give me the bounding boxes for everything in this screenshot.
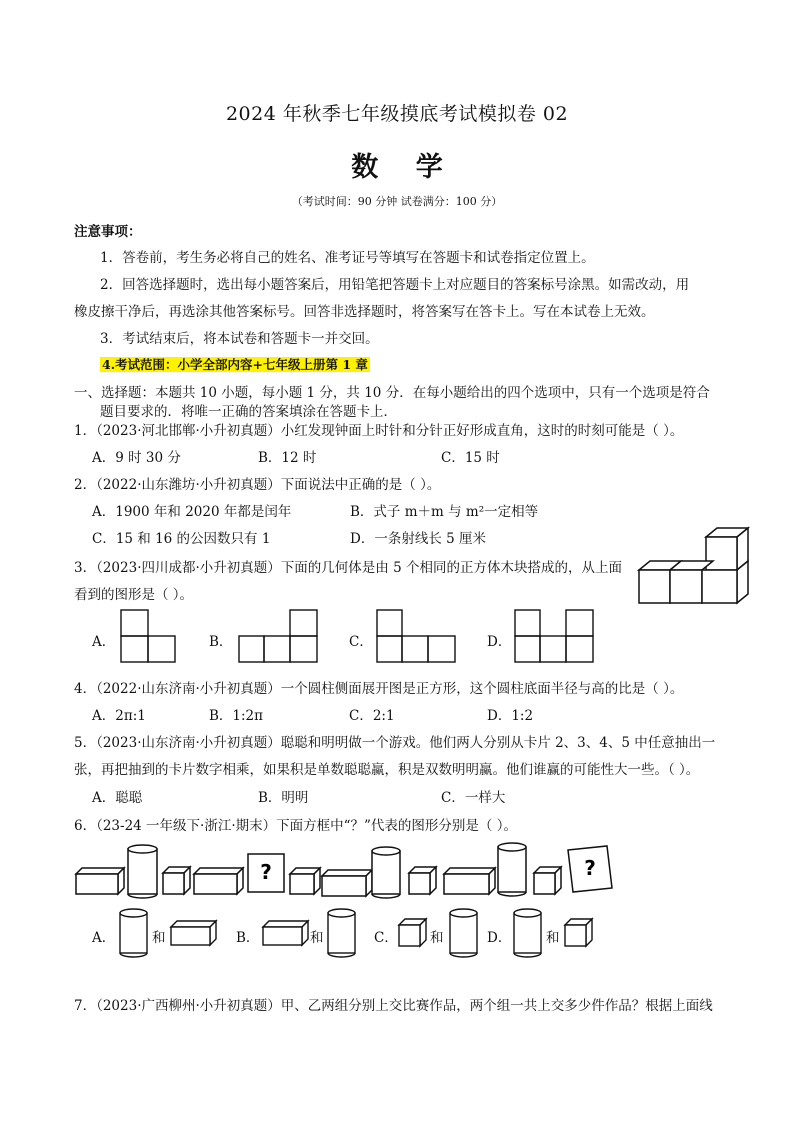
q6-question-mark-1: ? [260,860,272,884]
q3-option-c-label[interactable]: C． [349,634,373,650]
q5-stem-2: 张，再把抽到的卡片数字相乘，如果积是单数聪聪赢，积是双数明明赢。他们谁赢的可能性大一些。（ ）。 [74,762,700,778]
exam-meta: （考试时间：90 分钟 试卷满分：100 分） [291,195,503,208]
q4-option-c[interactable]: C．2:1 [349,708,395,724]
subject-title: 数 学 [351,152,457,183]
q3-option-a-label[interactable]: A． [92,634,116,650]
notice-item-1: 1．答卷前，考生务必将自己的姓名、准考证号等填写在答题卡和试卷指定位置上。 [100,250,595,266]
q6-option-b-label[interactable]: B． [236,930,260,946]
q6-option-d-and: 和 [546,930,560,946]
notice-item-2-cont: 橡皮擦干净后，再选涂其他答案标号。回答非选择题时，将答案写在答卡上。写在本试卷上无效。 [74,304,655,320]
q6-option-b-cylinder[interactable] [326,908,358,958]
q2-option-d[interactable]: D．一条射线长 5 厘米 [350,531,486,547]
q7-stem: 7．（2023·广西柳州·小升初真题）甲、乙两组分别上交比赛作品，两个组一共上交多少件作品？根据上面线 [74,998,713,1014]
q6-shape-sequence [72,842,617,902]
q1-stem: 1．（2023·河北邯郸·小升初真题）小红发现钟面上时针和分针正好形成直角，这时的时刻可能是（ ）。 [74,423,684,439]
q3-option-b-label[interactable]: B． [209,634,233,650]
notice-item-3: 3．考试结束后，将本试卷和答题卡一并交回。 [100,331,379,347]
q3-cube-solid-figure [636,527,752,607]
q2-option-b[interactable]: B．式子 m＋m 与 m²一定相等 [350,504,539,520]
q6-option-a-box[interactable] [170,920,218,946]
notice-item-2: 2．回答选择题时，选出每小题答案后，用铅笔把答题卡上对应题目的答案标号涂黑。如需改动，用 [100,277,690,293]
q6-option-c-and: 和 [430,930,444,946]
q6-option-d-label[interactable]: D． [487,930,512,946]
q6-option-a-and: 和 [152,930,166,946]
notice-scope [100,354,370,373]
q1-option-c[interactable]: C．15 时 [441,450,500,466]
q6-option-d-cube[interactable] [564,918,594,948]
q6-option-a-cylinder[interactable] [118,908,150,958]
q2-option-a[interactable]: A．1900 年和 2020 年都是闰年 [92,504,292,520]
exam-title: 2024 年秋季七年级摸底考试模拟卷 02 [225,103,569,125]
q6-option-d-cylinder[interactable] [512,908,544,958]
q3-stem-1: 3．（2023·四川成都·小升初真题）下面的几何体是由 5 个相同的正方体木块搭成的，从上面 [74,560,622,576]
q1-option-a[interactable]: A．9 时 30 分 [92,450,181,466]
q3-option-d-figure[interactable] [514,609,594,663]
q6-question-mark-2: ? [584,856,596,880]
q3-stem-2: 看到的图形是（ ）。 [74,587,194,603]
q5-option-b[interactable]: B．明明 [258,790,309,806]
section1-line1: 一、选择题：本题共 10 小题，每小题 1 分，共 10 分．在每小题给出的四个选项中，只有一个选项是符合 [74,385,710,401]
q4-stem: 4．（2022·山东济南·小升初真题）一个圆柱侧面展开图是正方形，这个圆柱底面半径与高的比是（ ）。 [74,681,684,697]
q4-option-b[interactable]: B．1:2π [209,708,264,724]
q3-option-a-figure[interactable] [120,609,176,663]
q3-option-b-figure[interactable] [238,609,318,663]
q3-option-d-label[interactable]: D． [487,634,512,650]
q6-stem: 6．（23-24 一年级下·浙江·期末）下面方框中“？”代表的图形分别是（ ）。 [74,818,517,834]
q5-option-c[interactable]: C．一样大 [441,790,506,806]
q5-stem-1: 5．（2023·山东济南·小升初真题）聪聪和明明做一个游戏。他们两人分别从卡片 2、3、4、5 中任意抽出一 [74,735,716,751]
q6-option-c-cylinder[interactable] [448,908,480,958]
q2-stem: 2．（2022·山东潍坊·小升初真题）下面说法中正确的是（ ）。 [74,477,441,493]
q3-option-c-figure[interactable] [376,609,456,663]
q2-option-c[interactable]: C．15 和 16 的公因数只有 1 [92,531,271,547]
notice-heading: 注意事项： [74,224,142,240]
q4-option-d[interactable]: D．1:2 [487,708,534,724]
q6-option-b-box[interactable] [262,920,310,946]
q4-option-a[interactable]: A．2π:1 [92,708,146,724]
q1-option-b[interactable]: B．12 时 [258,450,317,466]
scope-highlight: 4.考试范围：小学全部内容+七年级上册第 1 章 [102,357,368,372]
q6-option-c-label[interactable]: C． [374,930,398,946]
q6-option-a-label[interactable]: A． [92,930,116,946]
q5-option-a[interactable]: A．聪聪 [92,790,143,806]
section1-line2: 题目要求的．将唯一正确的答案填涂在答题卡上． [100,404,397,420]
q6-option-c-cube[interactable] [398,918,428,948]
q6-option-b-and: 和 [310,930,324,946]
